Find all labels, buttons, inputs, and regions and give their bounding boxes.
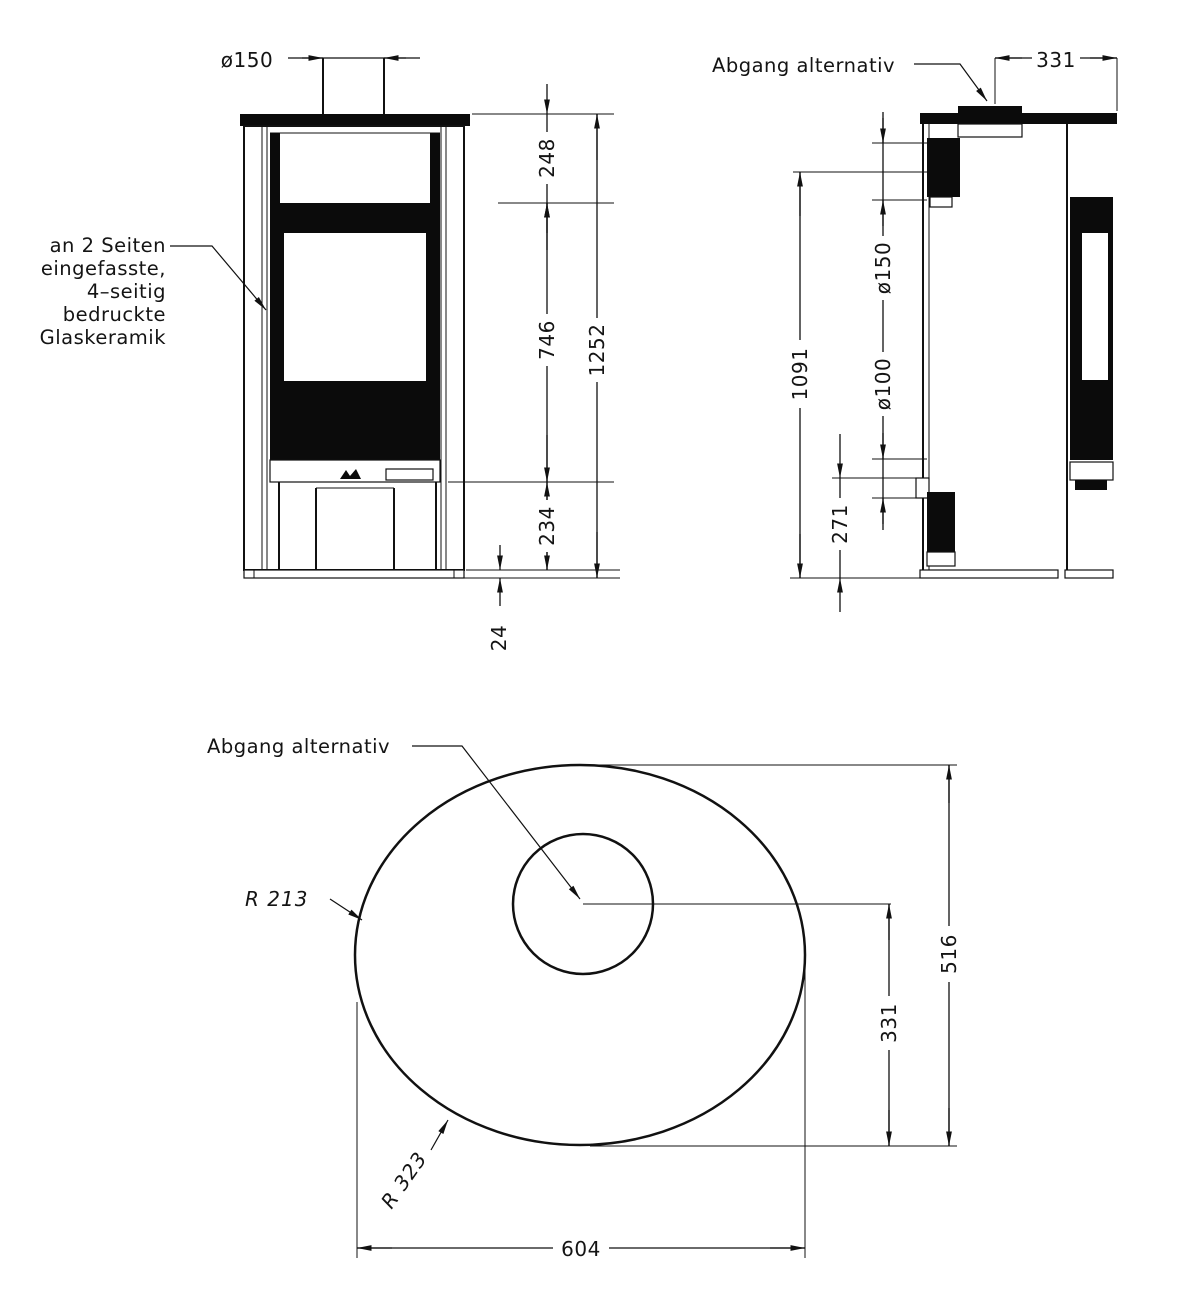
glass-note-leader-line bbox=[170, 246, 266, 310]
side-bottom-plate-rear bbox=[920, 570, 1058, 578]
glass-note-line1: an 2 Seiten bbox=[49, 234, 166, 257]
dim-side-lower-flue-center-height bbox=[828, 434, 852, 612]
dim-side-flue-diameters bbox=[871, 112, 895, 530]
side-outlet-label-group bbox=[712, 54, 987, 101]
side-handle-slot bbox=[1070, 462, 1113, 480]
glass-note-line3: 4–seitig bbox=[86, 280, 166, 303]
front-view bbox=[40, 48, 620, 651]
side-outlet-leader-line bbox=[914, 64, 987, 101]
plan-view bbox=[207, 735, 961, 1262]
dim-side-top-depth-text: 331 bbox=[1036, 48, 1076, 72]
dim-plan-side-radius bbox=[245, 887, 362, 920]
front-upper-band-left-bar bbox=[270, 133, 280, 203]
plan-outlet-label: Abgang alternativ bbox=[207, 735, 391, 758]
side-top-outlet-collar bbox=[958, 106, 1022, 114]
front-upper-band-right-bar bbox=[430, 133, 440, 203]
dim-side-rear-flue-center-height-text: 1091 bbox=[788, 347, 812, 401]
side-outlet-label: Abgang alternativ bbox=[712, 54, 896, 77]
side-top-plate bbox=[920, 113, 1117, 124]
side-glass-profile bbox=[1082, 233, 1108, 380]
glass-note-line2: eingefasste, bbox=[40, 257, 166, 280]
front-ash-handle bbox=[386, 469, 433, 480]
side-rear-flue-outlet bbox=[927, 138, 960, 197]
side-rear-flue-lip bbox=[930, 197, 952, 207]
dim-front-flue-diameter bbox=[221, 48, 420, 72]
dim-plan-width-text: 604 bbox=[561, 1237, 601, 1261]
plan-body-outline bbox=[355, 765, 805, 1145]
glass-note-line5: Glaskeramik bbox=[39, 326, 166, 349]
glass-ceramic-note bbox=[40, 234, 266, 349]
dim-plan-front-radius-text: R 323 bbox=[375, 1147, 433, 1213]
dim-front-base-section-text: 234 bbox=[535, 506, 559, 546]
dim-front-total-height-text: 1252 bbox=[585, 323, 609, 377]
dim-plan-width bbox=[357, 1235, 805, 1262]
front-bottom-plate bbox=[244, 570, 464, 578]
dim-front-bottom-plate bbox=[487, 545, 511, 651]
side-door-foot bbox=[1075, 480, 1107, 490]
plan-extension-lines bbox=[357, 765, 957, 1258]
glass-note-line4: bedruckte bbox=[62, 303, 166, 326]
dim-side-top-depth bbox=[995, 48, 1117, 111]
side-view bbox=[712, 48, 1117, 612]
dim-front-glass-section-text: 746 bbox=[535, 320, 559, 360]
dim-side-rear-flue-diameter-text: ø150 bbox=[871, 241, 895, 295]
side-top-outlet-stub bbox=[958, 124, 1022, 137]
dim-front-top-section-text: 248 bbox=[535, 138, 559, 178]
dim-plan-front-radius bbox=[376, 1120, 448, 1213]
plan-outlet-label-group bbox=[207, 735, 580, 899]
plan-outlet-leader-line bbox=[412, 746, 580, 899]
dim-side-lower-flue-diameter-text: ø100 bbox=[871, 357, 895, 411]
side-bottom-plate-front bbox=[1065, 570, 1113, 578]
front-glass-window bbox=[284, 233, 426, 381]
dim-front-bottom-plate-text: 24 bbox=[487, 624, 511, 652]
dim-plan-depth bbox=[937, 765, 961, 1146]
dim-plan-side-radius-text: R 213 bbox=[245, 887, 309, 911]
front-top-plate bbox=[240, 114, 470, 126]
dim-side-lower-flue-center-height-text: 271 bbox=[828, 504, 852, 544]
front-base-pedestal bbox=[279, 482, 436, 570]
dim-side-rear-flue-center-height bbox=[788, 172, 812, 578]
dim-front-flue-diameter-text: ø150 bbox=[220, 48, 274, 72]
dim-front-glass-section bbox=[535, 203, 559, 482]
dim-plan-outlet-offset bbox=[877, 904, 901, 1146]
dim-plan-depth-text: 516 bbox=[937, 934, 961, 974]
dim-plan-outlet-offset-text: 331 bbox=[877, 1003, 901, 1043]
side-lower-outlet-block bbox=[927, 492, 955, 552]
side-lower-outlet-bracket bbox=[927, 552, 955, 566]
dim-front-base-section bbox=[535, 482, 559, 570]
dim-front-total-height bbox=[585, 114, 609, 578]
